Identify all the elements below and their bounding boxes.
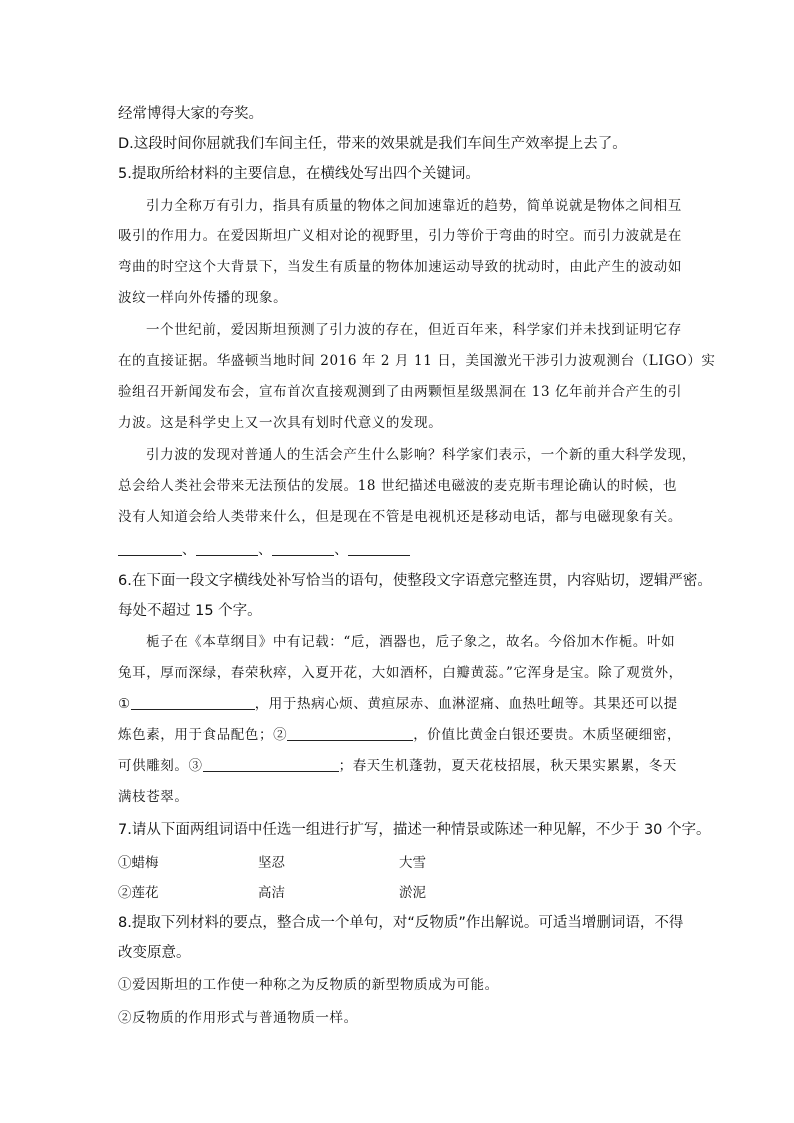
q5-p3-line: 引力波的发现对普通人的生活会产生什么影响？科学家们表示，一个新的重大科学发现，: [146, 447, 696, 463]
q5-p1-line: 吸引的作用力。在爱因斯坦广义相对论的视野里，引力等价于弯曲的时空。而引力波就是在: [118, 228, 682, 244]
q6-text-line: 满枝苍翠。: [118, 789, 189, 805]
q6-text-line: 兔耳，厚而深绿，春荣秋瘁，入夏开花，大如酒杯，白瓣黄蕊。”它浑身是宝。除了观赏外，: [118, 665, 683, 681]
q8-item: ①爱因斯坦的工作使一种称之为反物质的新型物质成为可能。: [118, 977, 499, 993]
q6-text-line: 栀子在《本草纲目》中有记载：“卮，酒器也，卮子象之，故名。今俗加木作栀。叶如: [146, 634, 676, 650]
answer-blank[interactable]: [131, 695, 255, 710]
q7-group2-word: 高洁: [258, 885, 285, 901]
q7-group2-word: ②莲花: [118, 885, 159, 901]
q7-group1-word: ①蜡梅: [118, 855, 159, 871]
q8-prompt-cont: 改变原意。: [118, 945, 191, 961]
q4-continuation: 经常博得大家的夸奖。: [118, 106, 263, 122]
answer-blank[interactable]: [196, 541, 258, 556]
q8-item: ②反物质的作用形式与普通物质一样。: [118, 1010, 358, 1026]
q5-p1-line: 波纹一样向外传播的现象。: [118, 290, 288, 306]
q7-prompt: 7.请从下面两组词语中任选一组进行扩写，描述一种情景或陈述一种见解，不少于 30 个字。: [118, 822, 711, 838]
answer-blank[interactable]: [287, 726, 413, 741]
q5-p2-line: 验组召开新闻发布会，宣布首次直接观测到了由两颗恒星级黑洞在 13 亿年前并合产生的引: [118, 384, 682, 400]
q7-group1-word: 大雪: [399, 855, 426, 871]
answer-blank[interactable]: [203, 757, 339, 772]
q5-p2-line: 力波。这是科学史上又一次具有划时代意义的发现。: [118, 415, 443, 431]
q6-text-line: 可供雕刻。③ ；春天生机蓬勃，夏天花枝招展，秋天果实累累，冬天: [118, 758, 678, 774]
q5-p2-line: 一个世纪前，爱因斯坦预测了引力波的存在，但近百年来，科学家们并未找到证明它存: [146, 322, 682, 338]
answer-blank[interactable]: [348, 541, 410, 556]
q5-p3-line: 没有人知道会给人类带来什么，但是现在不管是电视机还是移动电话，都与电磁现象有关。: [118, 509, 682, 525]
q5-answer-blanks: 、 、 、: [118, 540, 410, 560]
q4-option-d: D.这段时间你屈就我们车间主任，带来的效果就是我们车间生产效率提上去了。: [118, 136, 627, 152]
q5-p2-line: 在的直接证据。华盛顿当地时间 2016 年 2 月 11 日，美国激光干涉引力波观测台（LIGO）实: [118, 353, 716, 369]
q7-group1-word: 坚忍: [258, 855, 285, 871]
answer-blank[interactable]: [118, 541, 182, 556]
q7-group2-word: 淤泥: [399, 885, 426, 901]
q6-prompt-cont: 每处不超过 15 个字。: [118, 603, 262, 619]
answer-blank[interactable]: [272, 541, 334, 556]
q8-prompt: 8.提取下列材料的要点，整合成一个单句，对“反物质”作出解说。可适当增删词语，不得: [118, 915, 684, 931]
q6-prompt: 6.在下面一段文字横线处补写恰当的语句，使整段文字语意完整连贯，内容贴切，逻辑严密。: [118, 573, 712, 589]
q5-p3-line: 总会给人类社会带来无法预估的发展。18 世纪描述电磁波的麦克斯韦理论确认的时候，也: [118, 478, 678, 494]
q6-text-line: 炼色素，用于食品配色；② ，价值比黄金白银还要贵。木质坚硬细密，: [118, 727, 682, 743]
q5-p1-line: 弯曲的时空这个大背景下，当发生有质量的物体加速运动导致的扰动时，由此产生的波动如: [118, 259, 682, 275]
q5-p1-line: 引力全称万有引力，指具有质量的物体之间加速靠近的趋势，简单说就是物体之间相互: [146, 198, 682, 214]
q6-text-line: ① ，用于热病心烦、黄疸尿赤、血淋涩痛、血热吐衄等。其果还可以提: [118, 696, 678, 712]
q5-prompt: 5.提取所给材料的主要信息，在横线处写出四个关键词。: [118, 166, 480, 182]
